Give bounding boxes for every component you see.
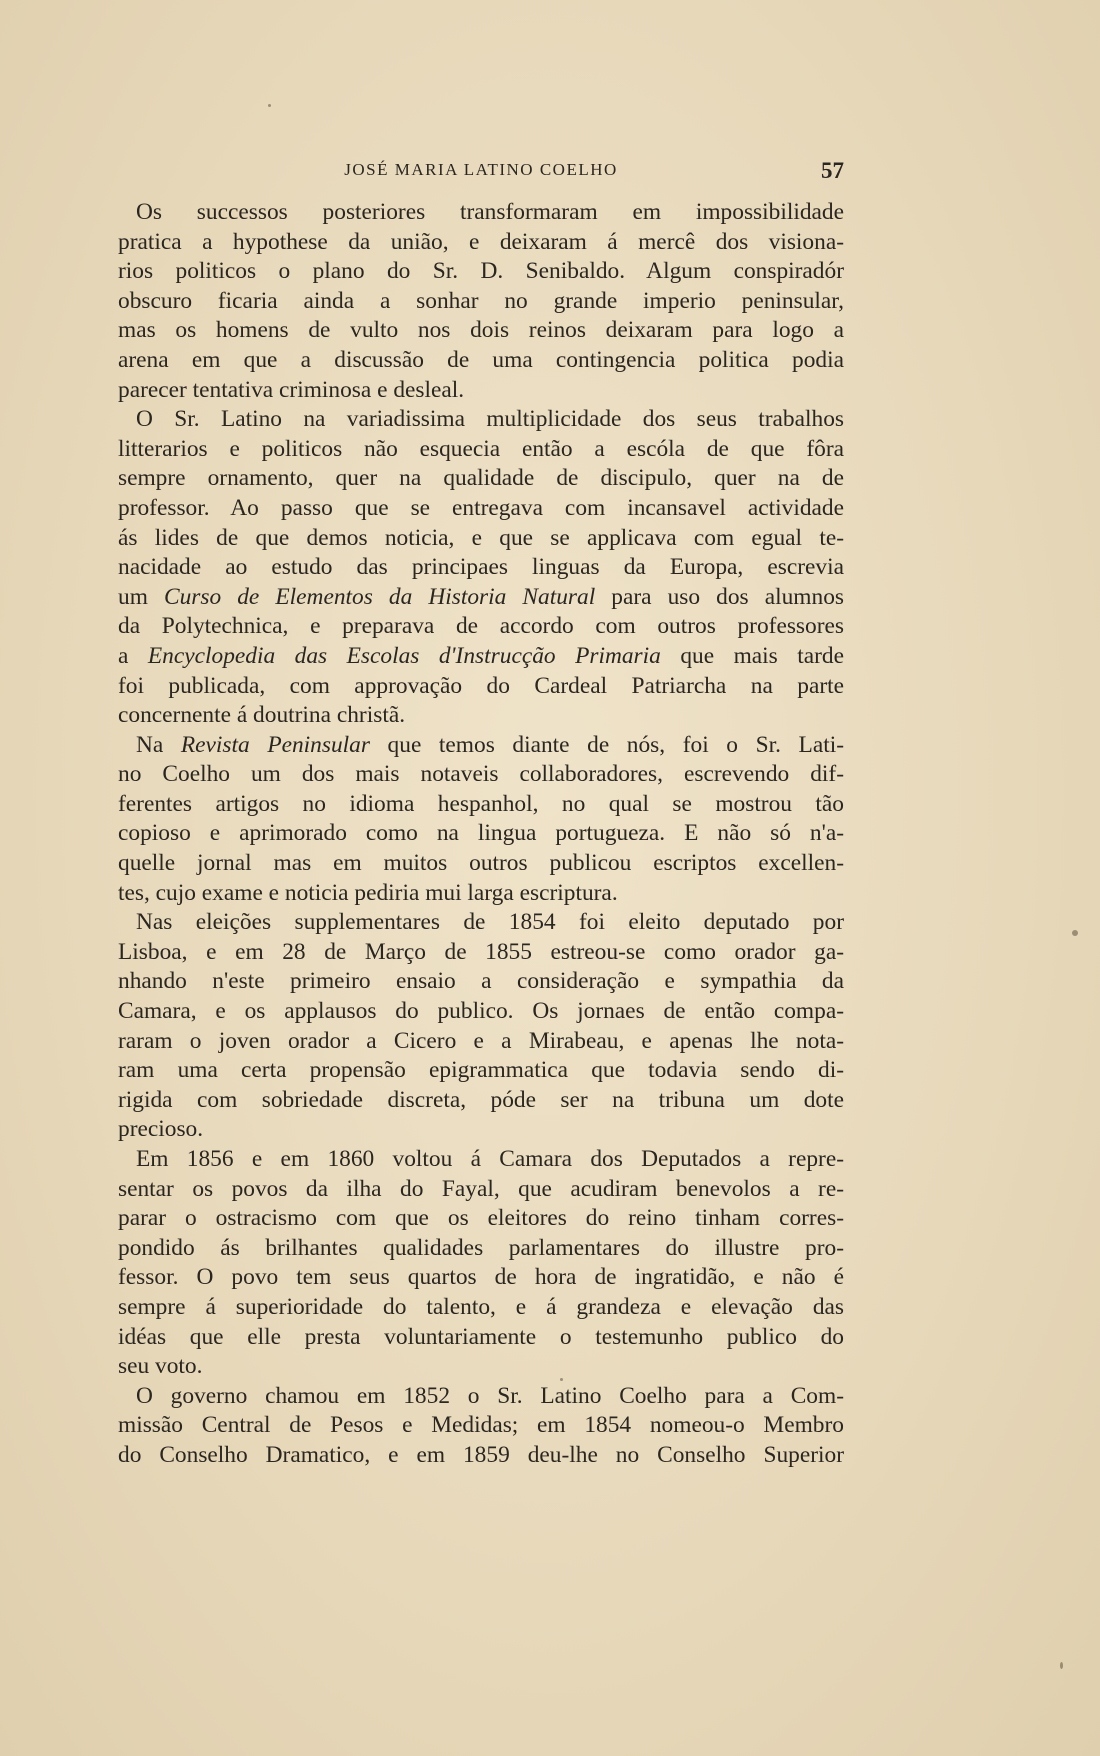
text-line — [118, 1293, 844, 1323]
text-line — [118, 405, 844, 435]
text-segment: que temos diante de nós, foi o Sr. Lati- — [369, 731, 844, 758]
text-segment: mas os homens de vulto nos dois reinos deixaram para logo a — [118, 317, 844, 344]
text-segment: rigida com sobriedade discreta, póde ser na tribuna um dote — [118, 1086, 844, 1113]
text-line — [118, 701, 844, 731]
paper-speck — [268, 104, 271, 107]
text-segment: concernente á doutrina christã. — [118, 702, 406, 729]
text-segment: pratica a hypothese da união, e deixaram á mercê dos visiona- — [118, 228, 844, 255]
text-segment: precioso. — [118, 1116, 204, 1143]
text-segment: sempre ornamento, quer na qualidade de discipulo, quer na de — [118, 465, 844, 492]
text-line — [118, 1086, 844, 1116]
text-line — [118, 198, 844, 228]
text-segment: Na — [136, 731, 181, 758]
text-line — [118, 1204, 844, 1234]
text-line — [118, 1352, 844, 1382]
text-line — [118, 316, 844, 346]
text-segment: quelle jornal mas em muitos outros publicou escriptos excellen- — [118, 850, 844, 877]
text-segment: para uso dos alumnos — [595, 583, 844, 610]
text-line — [118, 494, 844, 524]
paper-speck — [1072, 930, 1078, 936]
text-segment: arena em que a discussão de uma contingencia politica podia — [118, 346, 844, 373]
text-line — [118, 346, 844, 376]
text-segment: rios politicos o plano do Sr. D. Senibaldo. Algum conspiradór — [118, 258, 844, 285]
text-segment: sempre á superioridade do talento, e á grandeza e elevação das — [118, 1293, 844, 1320]
text-line — [118, 1027, 844, 1057]
text-line — [118, 1382, 844, 1412]
text-segment: raram o joven orador a Cicero e a Mirabeau, e apenas lhe nota- — [118, 1027, 844, 1054]
text-segment: a — [118, 642, 148, 669]
text-line — [118, 849, 844, 879]
text-segment: da Polytechnica, e preparava de accordo com outros professores — [118, 613, 844, 640]
text-segment: fessor. O povo tem seus quartos de hora de ingratidão, e não é — [118, 1264, 844, 1291]
text-segment: Lisboa, e em 28 de Março de 1855 estreou-se como orador ga- — [118, 938, 844, 965]
text-segment: idéas que elle presta voluntariamente o testemunho publico do — [118, 1323, 844, 1350]
text-segment: copioso e aprimorado como na lingua portugueza. E não só n'a- — [118, 820, 844, 847]
running-title: JOSÉ MARIA LATINO COELHO — [344, 160, 618, 179]
text-line — [118, 1323, 844, 1353]
text-line — [118, 583, 844, 613]
text-segment: do Conselho Dramatico, e em 1859 deu-lhe no Conselho Superior — [118, 1441, 844, 1468]
text-line — [118, 228, 844, 258]
text-line — [118, 524, 844, 554]
text-line — [118, 908, 844, 938]
text-line — [118, 672, 844, 702]
text-line — [118, 553, 844, 583]
text-segment: nacidade ao estudo das principaes linguas da Europa, escrevia — [118, 554, 844, 581]
text-line — [118, 642, 844, 672]
text-segment: que mais tarde — [660, 642, 844, 669]
text-segment: Camara, e os applausos do publico. Os jornaes de então compa- — [118, 998, 844, 1025]
body-text — [118, 198, 844, 1471]
text-line — [118, 938, 844, 968]
text-segment: professor. Ao passo que se entregava com incansavel actividade — [118, 494, 844, 521]
paper-speck — [560, 1378, 563, 1381]
text-line — [118, 612, 844, 642]
italic-title: Encyclopedia das Escolas d'Instrucção Primaria — [147, 642, 661, 669]
text-line — [118, 1145, 844, 1175]
text-line — [118, 1234, 844, 1264]
text-segment: Em 1856 e em 1860 voltou á Camara dos Deputados a repre- — [136, 1146, 844, 1172]
text-line — [118, 376, 844, 406]
text-line — [118, 1056, 844, 1086]
text-segment: foi publicada, com approvação do Cardeal Patriarcha na parte — [118, 672, 844, 699]
text-segment: missão Central de Pesos e Medidas; em 1854 nomeou-o Membro — [118, 1412, 844, 1439]
text-segment: parar o ostracismo com que os eleitores do reino tinham corres- — [118, 1205, 844, 1232]
text-segment: sentar os povos da ilha do Fayal, que acudiram benevolos a re- — [118, 1175, 844, 1202]
text-line — [118, 1115, 844, 1145]
text-segment: tes, cujo exame e noticia pediria mui larga escriptura. — [118, 879, 618, 906]
text-line — [118, 1411, 844, 1441]
text-segment: parecer tentativa criminosa e desleal. — [118, 376, 465, 403]
text-line — [118, 967, 844, 997]
text-line — [118, 819, 844, 849]
paper-speck — [1060, 1662, 1063, 1669]
text-line — [118, 879, 844, 909]
text-segment: pondido ás brilhantes qualidades parlamentares do illustre pro- — [118, 1234, 844, 1261]
text-segment: O governo chamou em 1852 o Sr. Latino Coelho para a Com- — [136, 1382, 844, 1409]
text-segment: litterarios e politicos não esquecia então a escóla de que fôra — [118, 435, 844, 462]
italic-title: Revista Peninsular — [180, 731, 370, 758]
text-line — [118, 731, 844, 761]
text-segment: obscuro ficaria ainda a sonhar no grande imperio peninsular, — [118, 287, 844, 314]
text-segment: nhando n'este primeiro ensaio a consideração e sympathia da — [118, 968, 844, 995]
text-segment: ás lides de que demos noticia, e que se applicava com egual te- — [118, 524, 844, 551]
text-line — [118, 287, 844, 317]
text-segment: ram uma certa propensão epigrammatica que todavia sendo di- — [118, 1057, 844, 1084]
text-line — [118, 760, 844, 790]
running-head — [118, 158, 844, 186]
text-segment: ferentes artigos no idioma hespanhol, no qual se mostrou tão — [118, 790, 844, 817]
text-segment: seu voto. — [118, 1353, 203, 1380]
italic-title: Curso de Elementos da Historia Natural — [163, 583, 596, 610]
text-segment: no Coelho um dos mais notaveis collaboradores, escrevendo dif- — [118, 761, 844, 788]
text-segment: Nas eleições supplementares de 1854 foi eleito deputado por — [136, 909, 844, 936]
text-line — [118, 435, 844, 465]
text-line — [118, 257, 844, 287]
text-segment: O Sr. Latino na variadissima multiplicidade dos seus trabalhos — [136, 406, 844, 433]
text-segment: um — [118, 583, 164, 610]
text-line — [118, 1263, 844, 1293]
page-number: 57 — [821, 158, 844, 183]
text-segment: Os successos posteriores transformaram em impossibilidade — [136, 199, 844, 225]
text-line — [118, 790, 844, 820]
text-line — [118, 997, 844, 1027]
text-line — [118, 1175, 844, 1205]
text-line — [118, 464, 844, 494]
text-line — [118, 1441, 844, 1471]
